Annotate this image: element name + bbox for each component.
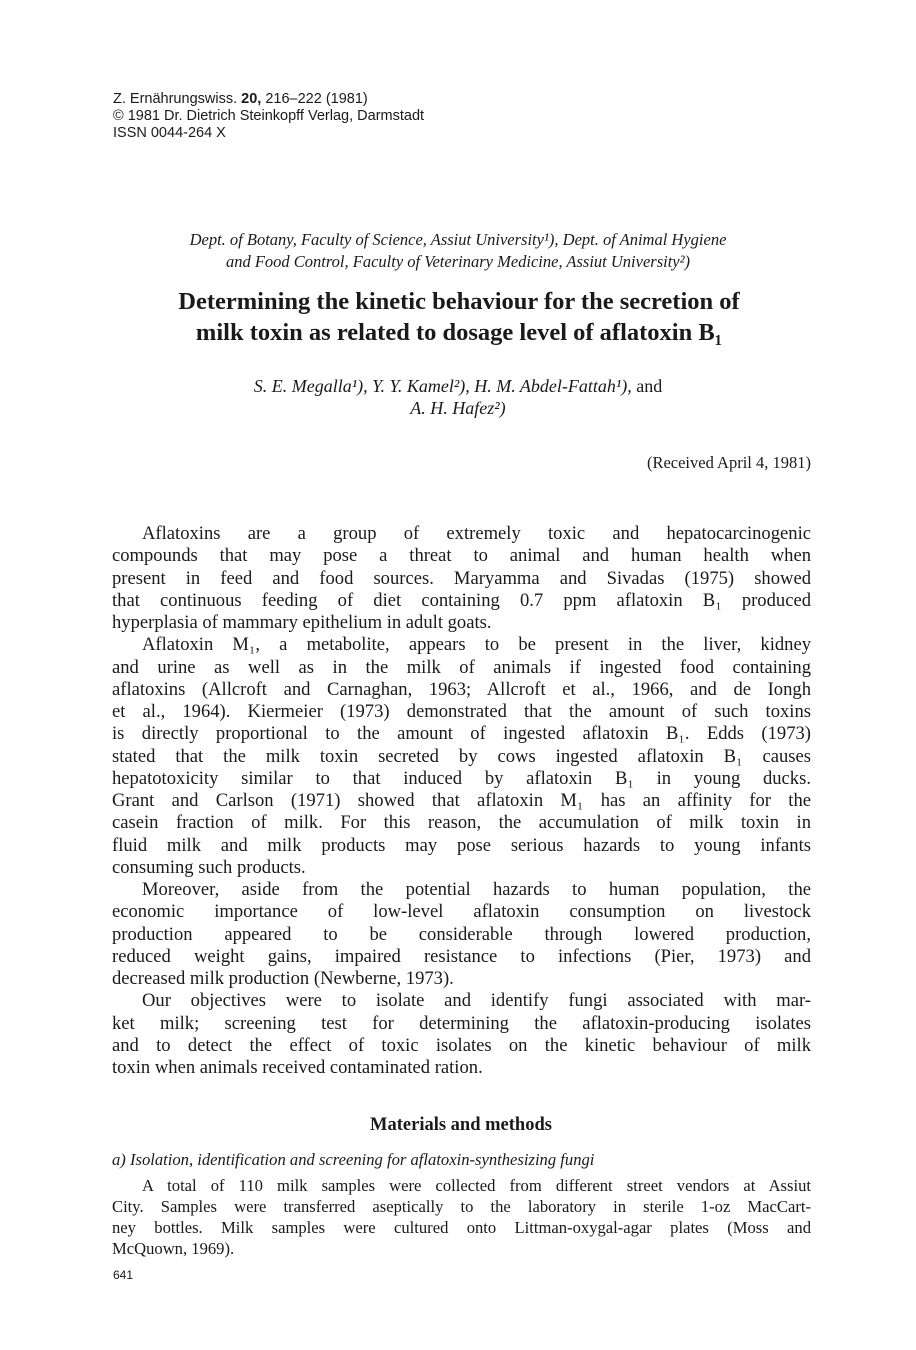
paragraph (112, 990, 811, 1079)
text-line: toxin when animals received contaminated ration. (112, 1057, 483, 1078)
text-line: compounds that may pose a threat to animal and human health when (112, 545, 811, 567)
text-line: consuming such products. (112, 856, 306, 878)
text-line: Grant and Carlson (1971) showed that aflatoxin M₁ has an affinity for the (112, 790, 811, 811)
section-heading: Materials and methods (370, 1115, 552, 1135)
text-line: production appeared to be considerable through lowered production, (112, 923, 811, 945)
affiliation-line: and Food Control, Faculty of Veterinary Medicine, Assiut University²) (225, 252, 691, 271)
pages-year: 216–222 (1981) (261, 91, 368, 107)
title-line: Determining the kinetic behaviour for the secretion of (178, 288, 740, 315)
text-line: and to detect the effect of toxic isolates on the kinetic behaviour of milk (112, 1034, 811, 1056)
text-line: hepatotoxicity similar to that induced by aflatoxin B₁ in young ducks. (112, 767, 811, 789)
text-line: stated that the milk toxin secreted by cows ingested aflatoxin B₁ causes (112, 745, 811, 767)
text-line: A total of 110 milk samples were collected from different street vendors at Assiut (142, 1176, 811, 1195)
journal-name: Z. Ernährungswiss. (113, 91, 242, 107)
text-line: hyperplasia of mammary epithelium in adult goats. (112, 612, 492, 633)
text-line: reduced weight gains, impaired resistance to infections (Pier, 1973) and (112, 945, 811, 967)
volume: 20, (241, 91, 262, 107)
text-line: ney bottles. Milk samples were cultured onto Littman-oxygal-agar plates (Moss and (112, 1218, 811, 1237)
author-names: S. E. Megalla¹), Y. Y. Kamel²), H. M. Abdel-Fattah¹), (253, 376, 632, 396)
text-line: present in feed and food sources. Maryamma and Sivadas (1975) showed (112, 567, 811, 589)
copyright-line: © 1981 Dr. Dietrich Steinkopff Verlag, Darmstadt (113, 108, 425, 124)
text-line: decreased milk production (Newberne, 1973). (112, 968, 454, 989)
introduction-body (112, 523, 811, 1079)
paragraph (112, 1175, 811, 1259)
text-line: Moreover, aside from the potential hazards to human population, the (142, 879, 811, 900)
affiliation-line: Dept. of Botany, Faculty of Science, Assiut University¹), Dept. of Animal Hygiene (189, 230, 727, 249)
subsection-heading: a) Isolation, identification and screening for aflatoxin-synthesizing fungi (112, 1150, 595, 1169)
journal-header (113, 91, 424, 142)
author-conjunction: and (631, 376, 663, 396)
received-date: (Received April 4, 1981) (646, 453, 811, 472)
authors (100, 375, 816, 419)
affiliations (100, 229, 816, 273)
text-line: City. Samples were transferred aseptically to the laboratory in sterile 1-oz MacCart- (112, 1197, 811, 1216)
author-line (100, 375, 816, 397)
text-line: fluid milk and milk products may pose serious hazards to young infants (112, 834, 811, 856)
page-number: 641 (113, 1268, 134, 1282)
text-line: et al., 1964). Kiermeier (1973) demonstrated that the amount of such toxins (112, 701, 811, 722)
text-line: Aflatoxins are a group of extremely toxic and hepatocarcinogenic (142, 523, 811, 544)
title-line: milk toxin as related to dosage level of aflatoxin B₁ (195, 319, 723, 346)
text-line: is directly proportional to the amount of ingested aflatoxin B₁. Edds (1973) (112, 723, 811, 745)
text-line: casein fraction of milk. For this reason, the accumulation of milk toxin in (112, 812, 811, 834)
text-line: Our objectives were to isolate and identify fungi associated with mar- (142, 990, 811, 1012)
paragraph (112, 523, 811, 634)
citation-line (113, 91, 424, 108)
methods-body (112, 1175, 811, 1259)
text-line: and urine as well as in the milk of animals if ingested food containing (112, 656, 811, 678)
author-line: A. H. Hafez²) (410, 398, 506, 418)
paragraph (112, 634, 811, 879)
text-line: Aflatoxin M₁, a metabolite, appears to be present in the liver, kidney (142, 634, 811, 656)
text-line: McQuown, 1969). (112, 1239, 235, 1258)
text-line: ket milk; screening test for determining the aflatoxin-producing isolates (112, 1012, 811, 1034)
text-line: that continuous feeding of diet containing 0.7 ppm aflatoxin B₁ produced (112, 589, 811, 611)
paragraph (112, 879, 811, 990)
text-line: aflatoxins (Allcroft and Carnaghan, 1963; Allcroft et al., 1966, and de Iongh (112, 678, 811, 700)
paper-title (100, 286, 818, 348)
text-line: economic importance of low-level aflatoxin consumption on livestock (112, 901, 811, 923)
issn-line: ISSN 0044-264 X (113, 125, 226, 141)
